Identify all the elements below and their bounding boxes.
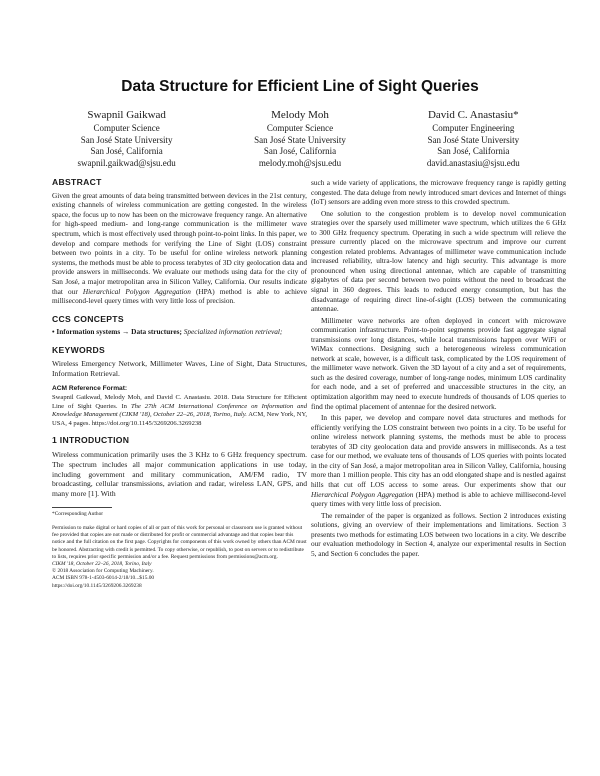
author-city: San José, California xyxy=(90,146,163,156)
author-email[interactable]: swapnil.gaikwad@sjsu.edu xyxy=(77,157,176,168)
author-univ: San José State University xyxy=(80,134,173,145)
paragraph: The remainder of the paper is organized as follows. Section 2 introduces existing solutions, giving an overview of their implementations and limitations. Section 3 presents two methods for estimating LOS between two locations in a city. We describe our evaluation methodology in Section 4, analyze our experimental results in Section 5, and Section 6 concludes the paper. xyxy=(311,510,566,558)
doi-link[interactable]: https://doi.org/10.1145/3269206.3269238 xyxy=(52,582,142,589)
permission-text: Permission to make digital or hard copies of all or part of this work for personal or classroom use is granted without fee provided that copies are not made or distributed for profit or commercial advantage and that copies bear this notice and the full citation on the first page. Copyrights for components of this work owned by others than ACM must be honored. Abstracting with credit is permitted. To copy otherwise, or republish, to post on servers or to redistribute to lists, requires prior specific permission and/or a fee. Request permissions from permissions@acm.org. xyxy=(52,525,307,560)
permission-block xyxy=(52,525,307,590)
author-univ: San José State University xyxy=(254,134,346,145)
paragraph: such a wide variety of applications, the microwave frequency range is rapidly getting congested. The data deluge from newly introduced smart devices and Internet of things (IoT) sensors are adding even more stress to this crowded spectrum. xyxy=(311,178,566,207)
author-email[interactable]: melody.moh@sjsu.edu xyxy=(258,157,342,168)
paragraph: One solution to the congestion problem is to develop novel communication strategies over the sparsely used millimeter wave spectrum, which utilizes the 6 GHz to 300 GHz frequency spectrum. Operating in such a wide spectrum will relieve the pressure currently placed on the microwave spectrum and improve our current congestion related problems. Advantages of millimeter wave communication include increased reliability, ultra-low latency and high security. This advantage is more pronounced when using directional antennae, which are capable of transmitting gigabytes of data per second between two points without the need to broadcast the signal in 360 degrees. This leads to reduced energy consumption, but has the disadvantage of requiring direct line-of-sight (LOS) between the communicating antennae. xyxy=(311,208,566,314)
copyright-line: © 2018 Association for Computing Machinery. xyxy=(52,568,154,575)
left-column xyxy=(52,178,307,590)
abstract-heading: ABSTRACT xyxy=(52,177,102,187)
author-dept: Computer Science xyxy=(266,123,334,133)
author-email[interactable]: david.anastasiu@sjsu.edu xyxy=(426,157,520,168)
author-dept: Computer Science xyxy=(93,123,160,133)
acm-reference xyxy=(52,384,307,429)
ccs-heading: CCS CONCEPTS xyxy=(52,313,124,324)
acm-ref-heading: ACM Reference Format: xyxy=(52,384,128,392)
author-univ: San José State University xyxy=(427,134,520,145)
author-3 xyxy=(387,108,560,169)
footnote: *Corresponding Author xyxy=(52,511,104,518)
keywords-text: Wireless Emergency Network, Millimeter Waves, Line of Sight, Data Structures, Information Retrieval. xyxy=(52,358,307,378)
author-city: San José, California xyxy=(263,146,337,156)
author-city: San José, California xyxy=(437,146,510,156)
abstract-text: Given the great amounts of data being transmitted between devices in the 21st century, existing channels of wireless communication are getting congested. In the wireless space, the focus up to now has been on the microwave frequency range. An alternative for high-speed medium- and long-range communication is the millimeter wave spectrum, which is most effectively used through point-to-point links. In this paper, we develop and compare methods for verifying the Line of Sight (LOS) constraint between two points in a city. To be useful for online wireless network planning systems, the methods must be able to process terabytes of 3D city geolocation data and provide answers in milliseconds. We evaluate our methods using data for the city of San José, a major metropolitan area in Silicon Valley, California. Our results indicate that our Hierarchical Polygon Aggregation (HPA) method is able to achieve millisecond-level query times with very little loss of precision. xyxy=(52,190,308,306)
keywords-section xyxy=(52,346,307,379)
footnote-divider xyxy=(52,507,112,508)
ccs-section xyxy=(52,315,307,337)
paragraph: In this paper, we develop and compare novel data structures and methods for efficiently verifying the LOS constraint between two points in a city. To be useful for online wireless network planning systems, the methods must be able to process terabytes of 3D city geolocation data and provide answers in milliseconds. As a test case for our method, we evaluate tens of thousands of LOS queries with points located in the city of San José, a major metropolitan area in Silicon Valley, California, housing more than 1 million people. This city has an odd elongated shape and is nestled against hills that cut off LOS access to some areas. Our experiments show that our Hierarchical Polygon Aggregation (HPA) method is able to achieve millisecond-level query times with very little loss of precision. xyxy=(311,413,566,509)
paragraph: Millimeter wave networks are often deployed in concert with microwave communication infrastructure. Point-to-point segments provide fast aggregate signal transmissions over long distances, while local transmissions happen over WiFi or WiMax connections. Designing such a heterogeneous wireless communication network at scale, however, is a difficult task, complicated by the LOS requirement of the millimeter wave network. Given the 3D layout of a city and a set of requirements, such as the desired coverage, number of long-range nodes, minimum LOS cardinality for each node, and a set of preferred and unaccessible structures in the city, an optimization algorithm may need to execute hundreds of thousands of LOS queries to find the optimal placement of antennae for the desired network. xyxy=(311,315,566,411)
right-column xyxy=(311,178,566,560)
isbn-line: ACM ISBN 978-1-4503-6014-2/18/10...$15.00 xyxy=(52,575,155,582)
author-name: Melody Moh xyxy=(271,109,329,121)
author-dept: Computer Engineering xyxy=(432,123,515,133)
abstract-section xyxy=(52,178,307,306)
author-name: Swapnil Gaikwad xyxy=(87,109,166,121)
intro-text: Wireless communication primarily uses the 3 KHz to 6 GHz frequency spectrum. The spectrum includes all major communication applications in use today, including government and military communication, AM/FM radio, TV broadcasting, cellular transmissions, aviation and radar, wireless LAN, GPS, and many more [1]. With xyxy=(52,450,307,499)
intro-heading: 1 INTRODUCTION xyxy=(52,435,130,446)
author-name: David C. Anastasiu* xyxy=(427,109,519,121)
ccs-text: • Information systems → Data structures; Specialized information retrieval; xyxy=(52,327,283,337)
keywords-heading: KEYWORDS xyxy=(52,344,106,355)
conference-line: CIKM '18, October 22–26, 2018, Torino, Italy xyxy=(52,561,152,568)
author-1 xyxy=(40,108,213,169)
author-2 xyxy=(213,108,386,169)
author-block xyxy=(40,108,560,169)
paper-title: Data Structure for Efficient Line of Sight Queries xyxy=(121,78,479,95)
acm-ref-text: Swapnil Gaikwad, Melody Moh, and David C. Anastasiu. 2018. Data Structure for Efficient Line of Sight Queries. In The 27th ACM International Conference on Information and Knowledge Management (CIKM '18), October 22–26, 2018, Torino, Italy. ACM, New York, NY, USA, 4 pages. https://doi.org/10.1145/3269206.3269238 xyxy=(52,394,307,427)
